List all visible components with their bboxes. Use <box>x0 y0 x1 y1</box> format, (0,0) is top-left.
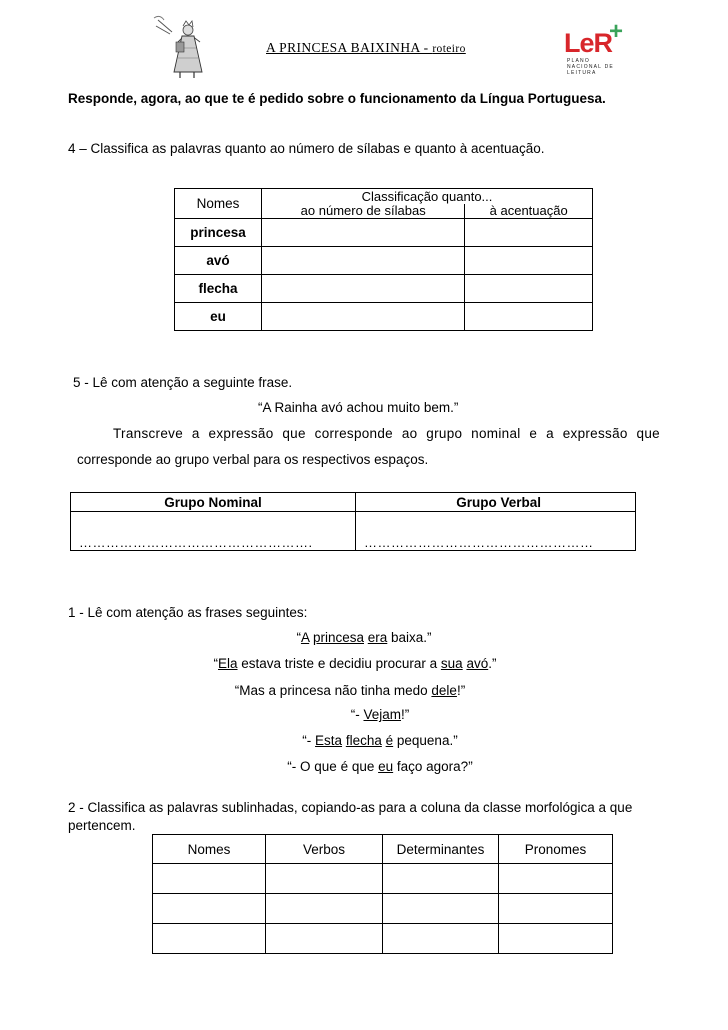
sentence-1: “A princesa era baixa.” <box>296 630 432 645</box>
table-row <box>153 864 613 894</box>
question-5-quote: “A Rainha avó achou muito bem.” <box>258 400 459 415</box>
sentence-2: “Ela estava triste e decidiu procurar a sua avó.” <box>213 656 497 671</box>
document-title: A PRINCESA BAIXINHA - roteiro <box>266 40 466 55</box>
sentence-3: “Mas a princesa não tinha medo dele!” <box>234 683 466 698</box>
answer-cell[interactable] <box>262 219 465 247</box>
table-row <box>175 247 593 275</box>
ler-logo <box>564 18 634 76</box>
question-5-instruction-line-2: corresponde ao grupo verbal para os respectivos espaços. <box>77 452 429 467</box>
plus-icon: + <box>609 18 624 45</box>
answer-cell[interactable] <box>465 303 593 331</box>
answer-cell[interactable] <box>266 924 383 954</box>
ler-logo-subtitle: PLANO NACIONAL DE LEITURA <box>567 58 614 76</box>
answer-cell[interactable] <box>499 894 613 924</box>
col-grupo-nominal-header: Grupo Nominal <box>71 493 356 512</box>
intro-instruction: Responde, agora, ao que te é pedido sobre o funcionamento da Língua Portuguesa. <box>68 91 606 106</box>
col-determinantes-header: Determinantes <box>383 835 499 864</box>
col-nomes-header: Nomes <box>175 189 262 219</box>
princess-illustration <box>150 12 220 80</box>
grupo-verbal-answer[interactable] <box>356 512 636 551</box>
col-pronomes-header: Pronomes <box>499 835 613 864</box>
answer-cell[interactable] <box>383 894 499 924</box>
answer-cell[interactable] <box>266 894 383 924</box>
blank-line: ……………………………………………. <box>79 535 313 550</box>
ler-logo-word: LeR <box>564 28 613 58</box>
table-row <box>175 219 593 247</box>
answer-cell[interactable] <box>465 247 593 275</box>
answer-cell[interactable] <box>266 864 383 894</box>
answer-cell[interactable] <box>262 247 465 275</box>
table-row <box>153 924 613 954</box>
sentence-6: “- O que é que eu faço agora?” <box>287 759 473 774</box>
groups-table <box>70 492 636 551</box>
table-row <box>153 894 613 924</box>
sentence-4: “- Vejam!” <box>350 707 410 722</box>
word-cell: flecha <box>175 275 262 303</box>
answer-cell[interactable] <box>383 924 499 954</box>
col-verbos-header: Verbos <box>266 835 383 864</box>
answer-cell[interactable] <box>465 219 593 247</box>
question-5-prompt: 5 - Lê com atenção a seguinte frase. <box>73 375 293 390</box>
answer-cell[interactable] <box>262 275 465 303</box>
col-grupo-verbal-header: Grupo Verbal <box>356 493 636 512</box>
answer-cell[interactable] <box>499 924 613 954</box>
grupo-nominal-answer[interactable] <box>71 512 356 551</box>
question-4-prompt: 4 – Classifica as palavras quanto ao número de sílabas e quanto à acentuação. <box>68 141 545 156</box>
col-classificacao-header: Classificação quanto... <box>262 189 593 205</box>
blank-line: …………………………………………… <box>364 535 594 550</box>
word-cell: princesa <box>175 219 262 247</box>
answer-cell[interactable] <box>262 303 465 331</box>
answer-cell[interactable] <box>499 864 613 894</box>
answer-cell[interactable] <box>153 864 266 894</box>
question-1-prompt: 1 - Lê com atenção as frases seguintes: <box>68 605 308 620</box>
table-row <box>175 275 593 303</box>
col-nomes-header: Nomes <box>153 835 266 864</box>
table-row <box>175 303 593 331</box>
sentence-5: “- Esta flecha é pequena.” <box>302 733 458 748</box>
syllable-accent-table <box>174 188 593 331</box>
answer-cell[interactable] <box>465 275 593 303</box>
question-5-instruction-line-1: Transcreve a expressão que corresponde ao grupo nominal e a expressão que <box>113 426 660 441</box>
question-2-prompt: 2 - Classifica as palavras sublinhadas, copiando-as para a coluna da classe morfológica a que pertencem. <box>68 800 633 833</box>
answer-cell[interactable] <box>153 894 266 924</box>
col-silabas-header: ao número de sílabas <box>262 204 465 219</box>
word-cell: eu <box>175 303 262 331</box>
morphology-table <box>152 834 613 954</box>
answer-cell[interactable] <box>153 924 266 954</box>
word-cell: avó <box>175 247 262 275</box>
answer-cell[interactable] <box>383 864 499 894</box>
col-acentuacao-header: à acentuação <box>465 204 593 219</box>
